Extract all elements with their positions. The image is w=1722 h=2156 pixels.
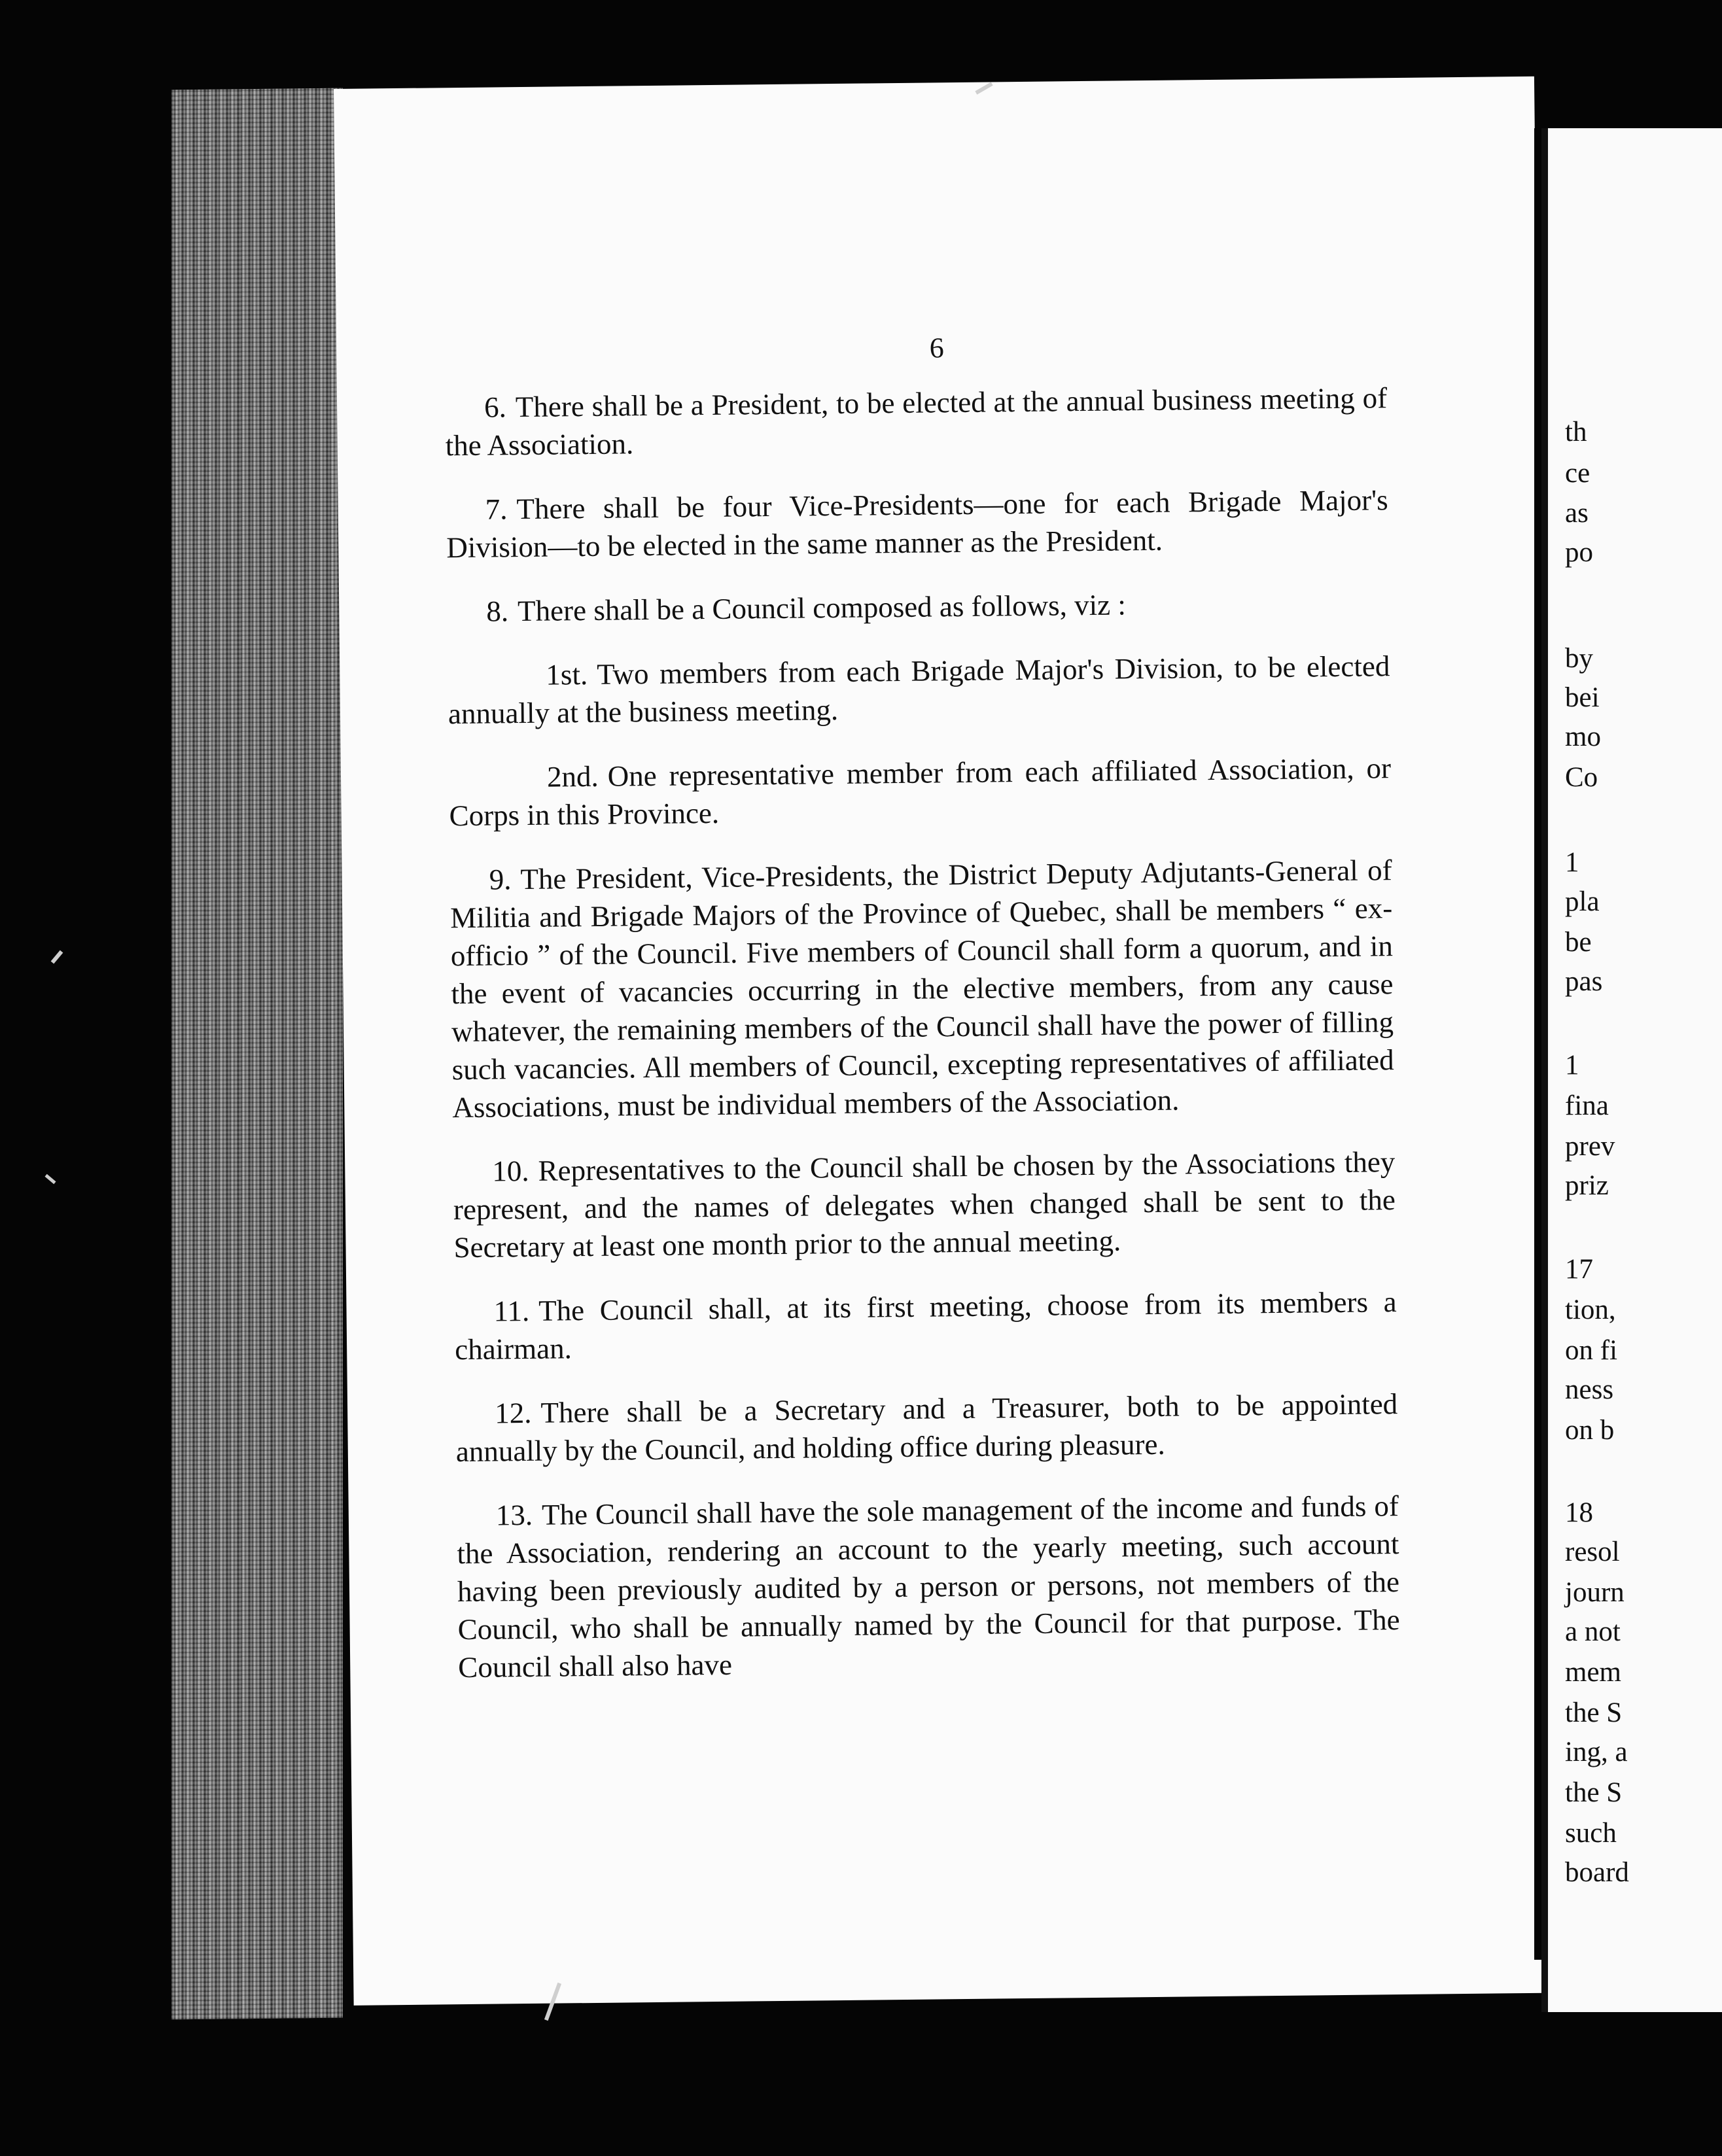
next-page-fragment: on fi [1565,1335,1618,1366]
paragraph-8-second [449,749,1392,835]
next-page-fragment: 17 [1565,1254,1593,1285]
next-page-fragment: ness [1565,1374,1614,1405]
paragraph-11 [454,1283,1397,1368]
next-page-fragment: 1 [1565,1050,1579,1081]
next-page-fragment: board [1565,1857,1629,1888]
paragraph-10 [453,1143,1396,1266]
next-page-fragment: 18 [1565,1497,1593,1528]
paragraph-text: The Council shall have the sole management of the income and funds of the Association, rendering an account to the yearly meeting, such account having been previously audited by a person or persons, not members of the Council, who shall be annually named by the Council for that purpose. The Council shall also have [457,1489,1400,1684]
next-page-fragment: bei [1565,682,1600,713]
paragraph-number: 1st. [546,657,588,691]
paragraph-text: There shall be a Secretary and a Treasurer, both to be appointed annually by the Council, and holding office during pleasure. [455,1387,1398,1469]
next-page-fragment: pla [1565,886,1600,917]
next-page-fragment: journ [1565,1577,1625,1608]
document-page [334,77,1555,2006]
paragraph-number: 12. [494,1396,532,1430]
paragraph-text: There shall be four Vice-Presidents—one for each Brigade Major's Division—to be elected in the same manner as the President. [446,483,1388,565]
paragraph-9 [449,851,1394,1126]
paragraph-text: One representative member from each affiliated Association, or Corps in this Province. [449,752,1392,833]
paragraph-number: 8. [486,595,509,628]
next-page-fragment: on b [1565,1415,1615,1446]
next-page-fragment: the S [1565,1777,1623,1808]
next-page-fragment: be [1565,927,1592,958]
scan-speck [44,1174,56,1184]
next-page-fragment: the S [1565,1697,1623,1728]
next-page-fragment: tion, [1565,1295,1616,1325]
paragraph-text: Representatives to the Council shall be chosen by the Associations they represent, and the names of delegates when changed shall be sent to the Secretary at least one month prior to the annual meeting. [453,1145,1396,1264]
paragraph-number: 2nd. [546,759,599,793]
paragraph-text: There shall be a President, to be elected at the annual business meeting of the Association. [445,381,1388,462]
paragraph-text: Two members from each Brigade Major's Division, to be elected annually at the business meeting. [448,650,1390,731]
next-page-fragment: ing, a [1565,1737,1628,1767]
page-body [445,379,1401,1713]
next-page-fragment: po [1565,537,1593,568]
paragraph-6 [445,379,1388,464]
next-page-strip [1541,128,1722,2012]
next-page-fragment: resol [1565,1537,1620,1567]
next-page-fragment: 1 [1565,847,1579,878]
scan-speck [51,950,63,964]
paragraph-number: 7. [485,493,508,526]
next-page-fragment: Co [1565,762,1598,793]
paragraph-8 [447,583,1390,631]
book-page-edges [171,88,343,2020]
next-page-fragment: pas [1565,966,1603,997]
next-page-fragment: priz [1565,1170,1609,1201]
next-page-fragment: as [1565,498,1589,529]
paragraph-7 [446,481,1388,566]
page-number: 6 [929,332,944,364]
paragraph-number: 11. [493,1294,530,1328]
paragraph-number: 13. [495,1498,533,1532]
next-page-fragment: mem [1565,1657,1621,1688]
paragraph-number: 6. [483,391,507,424]
next-page-fragment: fina [1565,1090,1609,1121]
paragraph-text: The Council shall, at its first meeting, choose from its members a chairman. [454,1285,1397,1366]
paragraph-number: 10. [492,1154,529,1188]
next-page-fragment: such [1565,1818,1617,1849]
next-page-fragment: th [1565,417,1587,447]
next-page-fragment: mo [1565,722,1601,752]
paragraph-8-first [448,647,1390,733]
paragraph-number: 9. [489,863,512,896]
next-page-fragment: a not [1565,1616,1621,1647]
next-page-fragment: ce [1565,458,1590,489]
paragraph-text: The President, Vice-Presidents, the District Deputy Adjutants-General of Militia and Brigade Majors of the Province of Quebec, shall be members “ ex-officio ” of the Council. Five members of Council shall form a quorum, and in the event of vacancies occurring in the elective members, from any cause whatever, the remaining members of the Council shall have the power of filling such vacancies. All members of Council, excepting representatives of affiliated Associations, must be individual members of the Association. [450,854,1394,1124]
next-page-fragment: prev [1565,1131,1615,1162]
paragraph-12 [455,1385,1398,1470]
next-page-fragment: by [1565,643,1593,674]
paragraph-13 [457,1487,1401,1686]
paragraph-text: There shall be a Council composed as follows, viz : [517,588,1127,628]
